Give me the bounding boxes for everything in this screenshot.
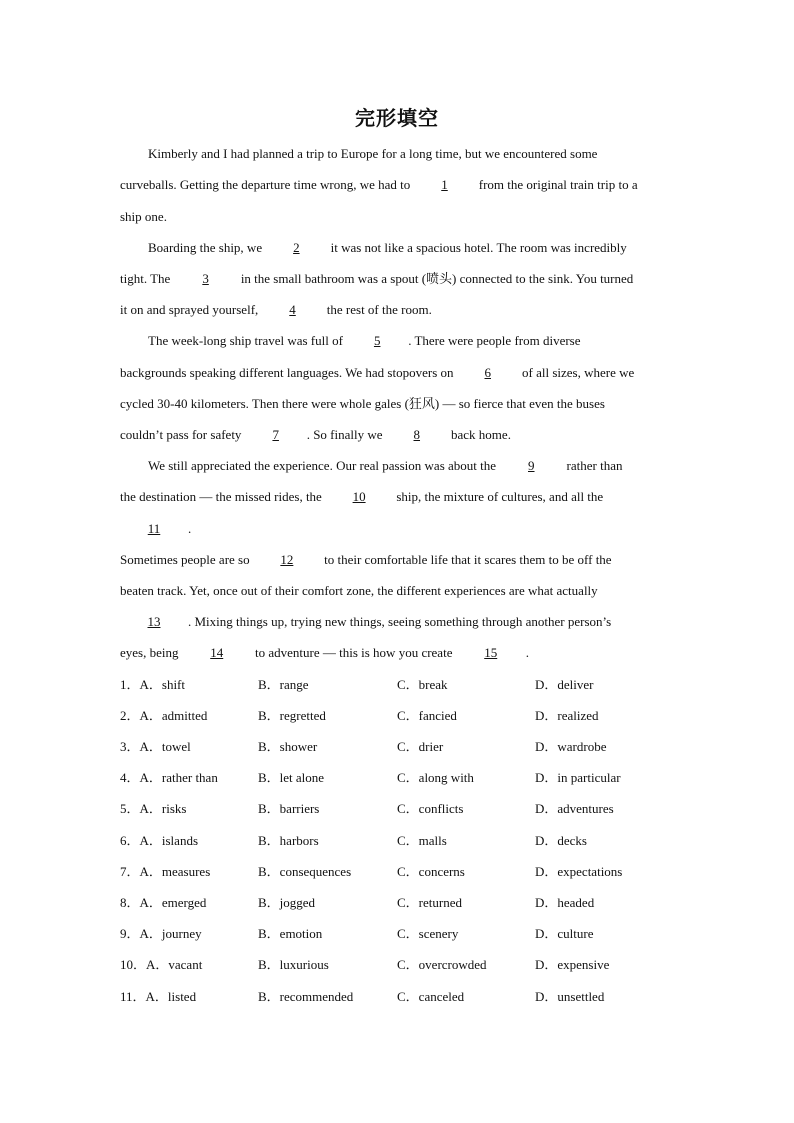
option-a: 6．A．islands (120, 833, 199, 848)
blank-4: 4 (289, 302, 296, 317)
option-row (120, 926, 680, 942)
option-d: D．expensive (535, 957, 610, 972)
option-row (120, 989, 680, 1005)
option-d: D．unsettled (535, 989, 605, 1004)
text-segment: Boarding the ship, we (148, 240, 266, 255)
blank-13: 13 (147, 614, 161, 629)
option-a: 4．A．rather than (120, 770, 218, 785)
option-a: 2．A．admitted (120, 708, 208, 723)
option-b: B．let alone (258, 770, 325, 785)
blank-12: 12 (280, 552, 294, 567)
option-row (120, 708, 680, 724)
option-c: C．along with (397, 770, 474, 785)
text-segment: eyes, being (120, 645, 182, 660)
option-row (120, 833, 680, 849)
option-a: 8．A．emerged (120, 895, 207, 910)
text-segment: . Mixing things up, trying new things, seeing something through another person’s (188, 614, 612, 629)
text-segment: of all sizes, where we (518, 365, 635, 380)
text-segment: . (188, 521, 192, 536)
text-segment: . (525, 645, 529, 660)
blank-10: 10 (352, 489, 366, 504)
option-c: C．returned (397, 895, 462, 910)
option-row (120, 677, 680, 693)
passage-line (120, 521, 680, 537)
blank-2: 2 (293, 240, 300, 255)
option-b: B．consequences (258, 864, 352, 879)
blank-6: 6 (484, 365, 491, 380)
passage-line (148, 240, 680, 256)
option-b: B．jogged (258, 895, 316, 910)
passage-line (148, 458, 680, 474)
option-b: B．barriers (258, 801, 320, 816)
option-b: B．harbors (258, 833, 319, 848)
option-row (120, 801, 680, 817)
text-segment: rather than (563, 458, 623, 473)
passage-line (120, 614, 680, 630)
option-d: D．culture (535, 926, 594, 941)
text-segment: backgrounds speaking different languages. We had stopovers on (120, 365, 457, 380)
option-c: C．drier (397, 739, 444, 754)
text-segment: the destination — the missed rides, the (120, 489, 326, 504)
option-row (120, 864, 680, 880)
option-c: C．fancied (397, 708, 457, 723)
blank-5: 5 (373, 333, 381, 348)
blank-9: 9 (528, 458, 535, 473)
option-a: 9．A．journey (120, 926, 202, 941)
option-b: B．luxurious (258, 957, 329, 972)
option-b: B．regretted (258, 708, 326, 723)
option-b: B．emotion (258, 926, 323, 941)
option-d: D．realized (535, 708, 599, 723)
passage-line (120, 209, 680, 225)
option-d: D．deliver (535, 677, 594, 692)
text-segment: Sometimes people are so (120, 552, 253, 567)
text-segment: . So finally we (306, 427, 386, 442)
option-row (120, 957, 680, 973)
passage-line (120, 302, 680, 318)
passage-line (120, 645, 680, 661)
text-segment: the rest of the room. (323, 302, 432, 317)
text-segment: The week-long ship travel was full of (148, 333, 347, 348)
option-c: C．conflicts (397, 801, 464, 816)
text-segment: couldn’t pass for safety (120, 427, 245, 442)
passage-line (148, 146, 680, 162)
passage-line (120, 396, 680, 412)
passage-line (120, 552, 680, 568)
text-segment: to their comfortable life that it scares them to be off the (320, 552, 612, 567)
option-a: 5．A．risks (120, 801, 187, 816)
option-b: B．range (258, 677, 309, 692)
text-segment: in the small bathroom was a spout (喷头) connected to the sink. You turned (237, 271, 634, 286)
blank-14: 14 (210, 645, 224, 660)
option-a: 3．A．towel (120, 739, 191, 754)
option-c: C．scenery (397, 926, 459, 941)
option-a: 7．A．measures (120, 864, 211, 879)
option-a: 10．A．vacant (120, 957, 203, 972)
passage-line (120, 489, 680, 505)
text-segment: beaten track. Yet, once out of their comfort zone, the different experiences are what actually (120, 583, 598, 598)
option-c: C．overcrowded (397, 957, 487, 972)
text-segment: it was not like a spacious hotel. The room was incredibly (327, 240, 627, 255)
text-segment: We still appreciated the experience. Our real passion was about the (148, 458, 500, 473)
option-row (120, 739, 680, 755)
option-a: 11．A．listed (120, 989, 197, 1004)
option-d: D．headed (535, 895, 595, 910)
option-d: D．adventures (535, 801, 614, 816)
option-d: D．wardrobe (535, 739, 607, 754)
text-segment: Kimberly and I had planned a trip to Europe for a long time, but we encountered some (148, 146, 598, 161)
passage-line (120, 365, 680, 381)
option-a: 1．A．shift (120, 677, 186, 692)
option-d: D．decks (535, 833, 587, 848)
text-segment: tight. The (120, 271, 174, 286)
blank-8: 8 (413, 427, 421, 442)
option-c: C．malls (397, 833, 447, 848)
blank-15: 15 (484, 645, 498, 660)
option-row (120, 770, 680, 786)
text-segment: back home. (447, 427, 511, 442)
blank-7: 7 (272, 427, 279, 442)
option-c: C．canceled (397, 989, 465, 1004)
text-segment: from the original train trip to a (475, 177, 638, 192)
blank-11: 11 (147, 521, 161, 536)
option-b: B．shower (258, 739, 318, 754)
text-segment: it on and sprayed yourself, (120, 302, 262, 317)
option-b: B．recommended (258, 989, 354, 1004)
text-segment: . There were people from diverse (408, 333, 581, 348)
option-c: C．break (397, 677, 448, 692)
text-segment: to adventure — this is how you create (251, 645, 456, 660)
option-c: C．concerns (397, 864, 465, 879)
option-d: D．in particular (535, 770, 621, 785)
text-segment: ship one. (120, 209, 167, 224)
blank-3: 3 (202, 271, 209, 286)
text-segment: ship, the mixture of cultures, and all the (393, 489, 604, 504)
option-row (120, 895, 680, 911)
blank-1: 1 (441, 177, 448, 192)
passage-line (120, 177, 680, 193)
passage-line (120, 427, 680, 443)
passage-line (148, 333, 680, 349)
page-title: 完形填空 (355, 108, 439, 130)
passage-line (120, 271, 680, 287)
text-segment: cycled 30-40 kilometers. Then there were whole gales (狂风) — so fierce that even the buses (120, 396, 605, 411)
passage-line (120, 583, 680, 599)
option-d: D．expectations (535, 864, 623, 879)
text-segment: curveballs. Getting the departure time wrong, we had to (120, 177, 414, 192)
